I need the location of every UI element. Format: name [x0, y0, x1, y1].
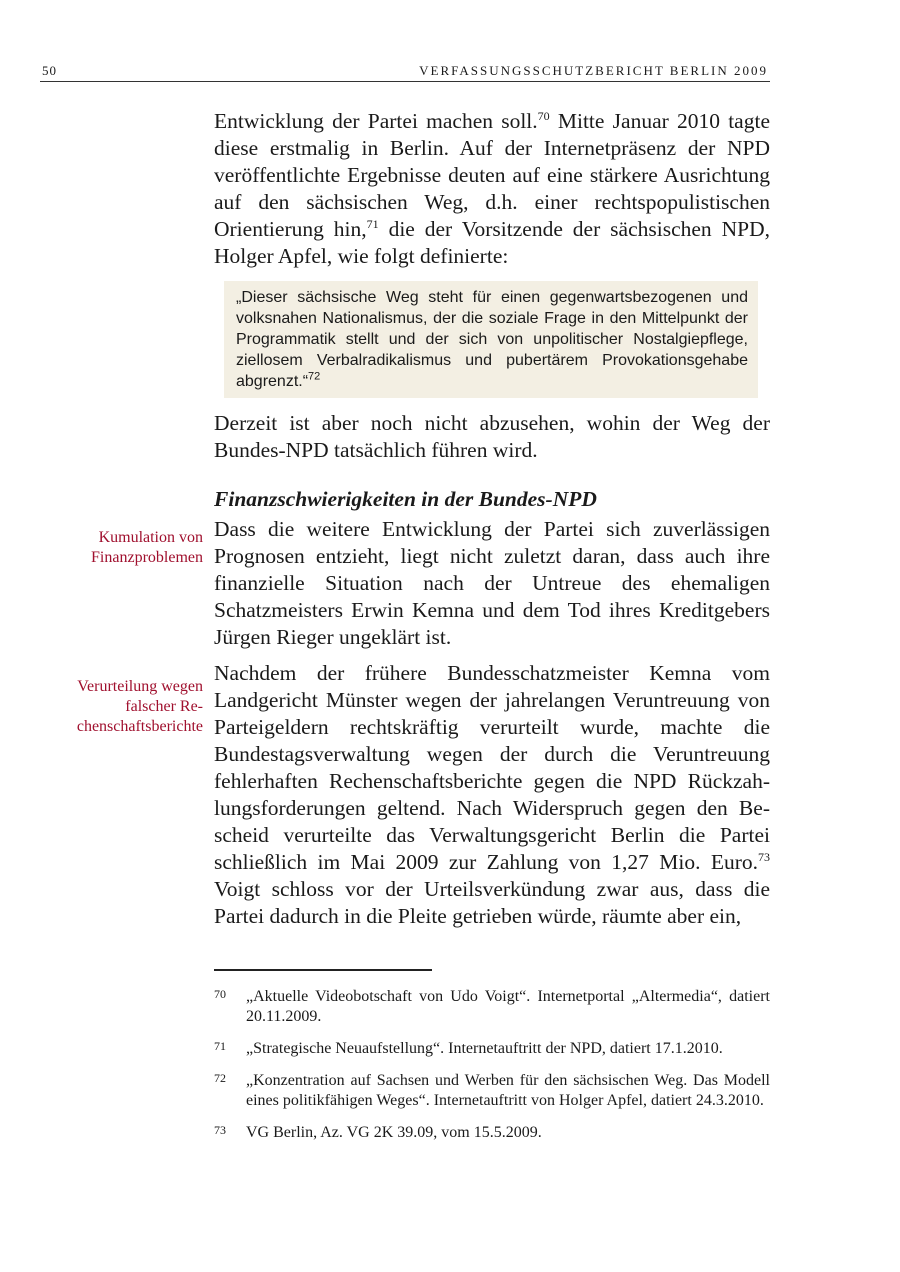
- footnote-text: „Strategische Neuaufstellung“. Internetauftritt der NPD, datiert 17.1.2010.: [246, 1040, 723, 1057]
- footnote-ref-70: 70: [537, 108, 550, 123]
- footnote-ref-72: 72: [308, 370, 321, 383]
- running-title: VERFASSUNGSSCHUTZBERICHT BERLIN 2009: [419, 63, 768, 78]
- margin-note-finance: Kumulation von Finanzproblemen: [91, 529, 203, 566]
- footnote-number: 71: [214, 1039, 226, 1053]
- footnote-number: 70: [214, 987, 226, 1001]
- footnote-text: VG Berlin, Az. VG 2K 39.09, vom 15.5.2009.: [246, 1124, 542, 1141]
- footnote-text: „Konzentration auf Sachsen und Werben für den sächsischen Weg. Das Modell eines politikfähigen Weges“. Internetauftritt von Holger Apfel, datiert 24.3.2010.: [246, 1072, 770, 1109]
- footnote-73: [214, 1123, 770, 1143]
- margin-note-conviction: Verurteilung wegen falscher Rechenschaftsberichte: [76, 678, 203, 735]
- paragraph-3: Dass die weitere Entwicklung der Partei sich zuverlässigen Prognosen entzieht, liegt nicht zuletzt daran, dass auch ihre finanzielle Situation nach der Untreue des ehemaligen Schatzmeisters Erwin Kemna und dem Tod ihres Kreditgebers Jürgen Rieger ungeklärt ist.: [214, 517, 770, 649]
- paragraph-1: Entwicklung der Partei machen soll.$^{70}$ Mitte Januar 2010 tagte diese erstmalig in Berlin. Auf der Internetpräsenz der NPD veröffentlichte Ergebnisse deuten auf eine stärkere Ausrichtung auf den sächsischen Weg, d.h. einer rechtspopulistischen Orientierung hin,$^{71}$ die der Vorsitzende der sächsischen NPD, Holger Apfel, wie folgt definierte:: [214, 108, 770, 268]
- section-heading: Finanzschwierigkeiten in der Bundes-NPD: [214, 487, 597, 511]
- footnote-71: [214, 1039, 770, 1059]
- paragraph-2: Derzeit ist aber noch nicht abzusehen, wohin der Weg der Bundes-NPD tatsächlich führen wird.: [214, 411, 770, 462]
- footnote-number: 73: [214, 1123, 226, 1137]
- footnote-text: „Aktuelle Videobotschaft von Udo Voigt“. Internetportal „Altermedia“, datiert 20.11.2009.: [246, 988, 770, 1025]
- footnotes: [214, 987, 770, 1155]
- main-text: [214, 108, 770, 930]
- footnote-ref-73: 73: [758, 849, 770, 864]
- header-divider: [40, 81, 770, 82]
- footnote-divider: [214, 969, 432, 971]
- footnote-number: 72: [214, 1071, 226, 1085]
- paragraph-4: Nachdem der frühere Bundesschatzmeister Kemna vom Landgericht Münster wegen der jahrelangen Veruntreuung von Parteigeldern rechtskräftig verurteilt wurde, machte die Bundestagsverwaltung wegen der durch die Veruntreuung fehlerhaften Rechenschaftsberichte gegen die NPD Rückzahlungsforderungen geltend. Nach Widerspruch gegen den Bescheid verurteilte das Verwaltungsgericht Berlin die Partei schließlich im Mai 2009 zur Zahlung von 1,27 Mio. Euro.$^{73}$ Voigt schloss vor der Urteilsverkündung zwar aus, dass die Partei dadurch in die Pleite getrieben würde, räumte aber ein,: [214, 661, 770, 928]
- footnote-72: [214, 1071, 770, 1111]
- footnote-ref-71: 71: [366, 216, 379, 231]
- footnote-70: [214, 987, 770, 1027]
- quote-block: „Dieser sächsische Weg steht für einen gegenwartsbezogenen und volksnahen Nationalismus, der die soziale Frage in den Mittelpunkt der Programmatik stellt und der sich von unpolitischer Nostalgiepflege, ziellosem Verbalradikalismus und pubertärem Provokationsgehabe abgrenzt.“$^{72}$: [224, 281, 758, 398]
- page-number: 50: [42, 63, 57, 78]
